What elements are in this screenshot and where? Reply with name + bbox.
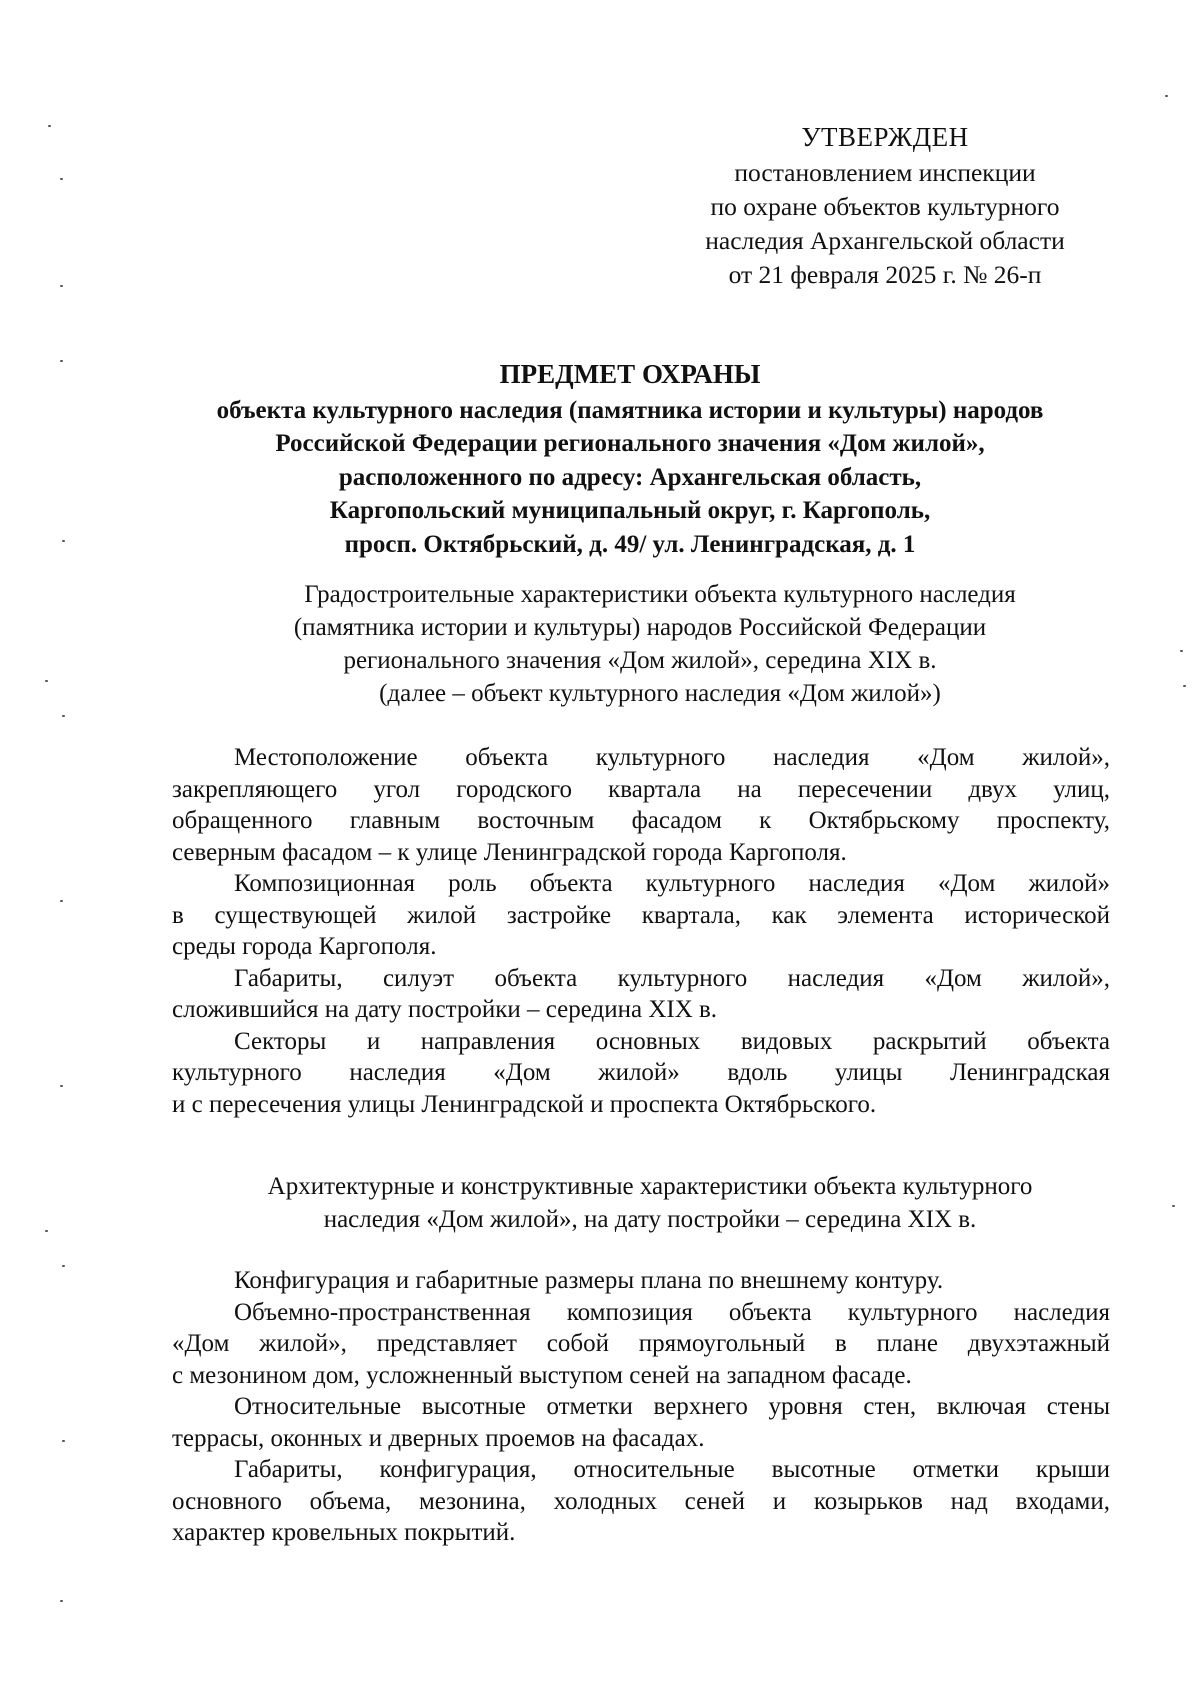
paragraph	[172, 868, 1110, 963]
section-line: Архитектурные и конструктивные характеристики объекта культурного	[267, 1173, 1033, 1200]
heading-line: Российской Федерации регионального значения «Дом жилой»,	[275, 430, 985, 457]
scan-speck	[62, 1440, 65, 1442]
paragraph	[172, 1297, 1110, 1392]
text-line: северным фасадом – к улице Ленинградской города Каргополя.	[172, 838, 847, 866]
text-line: среды города Каргополя.	[172, 933, 437, 960]
text-line: обращенного главным восточным фасадом к Октябрьскому проспекту,	[172, 807, 1110, 834]
text-line: в существующей жилой застройке квартала, как элемента исторической	[172, 901, 1110, 929]
text-line: Секторы и направления основных видовых раскрытий объекта	[234, 1027, 1110, 1055]
paragraph	[172, 1026, 1110, 1121]
section-line: наследия «Дом жилой», на дату постройки – середина XIX в.	[323, 1206, 977, 1233]
document-heading	[150, 358, 1110, 561]
text-line: характер кровельных покрытий.	[172, 1519, 516, 1546]
scan-speck	[1172, 1205, 1175, 1207]
section-line: Градостроительные характеристики объекта культурного наследия	[304, 581, 1016, 608]
scan-speck	[60, 178, 63, 180]
text-line: Объемно-пространственная композиция объекта культурного наследия	[234, 1298, 1110, 1326]
text-line: культурного наследия «Дом жилой» вдоль улицы Ленинградская	[172, 1059, 1110, 1086]
paragraph	[172, 1265, 1110, 1297]
text-line: основного объема, мезонина, холодных сеней и козырьков над входами,	[172, 1487, 1110, 1515]
scan-speck	[48, 125, 51, 127]
scan-speck	[45, 680, 48, 682]
text-line: закрепляющего угол городского квартала на пересечении двух улиц,	[172, 775, 1110, 803]
text-line: Конфигурация и габаритные размеры плана по внешнему контуру.	[234, 1267, 944, 1294]
scan-speck	[60, 900, 63, 902]
text-line: «Дом жилой», представляет собой прямоугольный в плане двухэтажный	[172, 1330, 1110, 1357]
approval-line: по охране объектов культурного	[710, 192, 1060, 221]
approval-title: УТВЕРЖДЕН	[801, 122, 969, 152]
approval-line: постановлением инспекции	[734, 158, 1036, 187]
paragraph	[172, 742, 1110, 868]
scan-speck	[1165, 95, 1168, 97]
scan-speck	[60, 360, 63, 362]
paragraph	[172, 1454, 1110, 1549]
heading-line: Каргопольский муниципальный округ, г. Каргополь,	[329, 497, 931, 524]
section-title-urban	[170, 578, 1110, 710]
text-line: сложившийся на дату постройки – середина XIX в.	[172, 996, 718, 1023]
scan-speck	[60, 1600, 63, 1602]
text-line: террасы, оконных и дверных проемов на фасадах.	[172, 1424, 705, 1452]
scan-speck	[62, 540, 65, 542]
paragraph	[172, 1391, 1110, 1454]
scan-speck	[60, 285, 63, 287]
section-title-architecture	[170, 1170, 1110, 1236]
heading-line: объекта культурного наследия (памятника истории и культуры) народов	[216, 396, 1044, 424]
scan-speck	[62, 1265, 65, 1267]
scan-speck	[62, 715, 65, 717]
text-line: с мезонином дом, усложненный выступом сеней на западном фасаде.	[172, 1361, 912, 1389]
text-line: Относительные высотные отметки верхнего уровня стен, включая стены	[234, 1393, 1110, 1420]
heading-line: расположенного по адресу: Архангельская область,	[338, 463, 922, 491]
text-line: Габариты, силуэт объекта культурного наследия «Дом жилой»,	[234, 964, 1110, 992]
scan-speck	[60, 1085, 63, 1087]
approval-line: от 21 февраля 2025 г. № 26-п	[728, 260, 1042, 289]
section-line: (памятника истории и культуры) народов Российской Федерации	[293, 614, 987, 641]
scan-speck	[1180, 650, 1183, 652]
text-line: Габариты, конфигурация, относительные высотные отметки крыши	[234, 1456, 1110, 1483]
approval-line: наследия Архангельской области	[705, 226, 1065, 255]
text-line: и с пересечения улицы Ленинградской и проспекта Октябрьского.	[172, 1090, 877, 1118]
document-title: ПРЕДМЕТ ОХРАНЫ	[499, 359, 761, 389]
section-line: регионального значения «Дом жилой», середина XIX в.	[343, 647, 937, 674]
section-line: (далее – объект культурного наследия «Дом жилой»)	[379, 680, 941, 707]
urban-characteristics-list	[172, 742, 1110, 1120]
architectural-characteristics-list	[172, 1265, 1110, 1549]
approval-block	[650, 120, 1120, 292]
scan-speck	[1183, 685, 1186, 687]
text-line: Местоположение объекта культурного наследия «Дом жилой»,	[234, 744, 1110, 771]
scan-speck	[45, 1230, 48, 1232]
heading-line: просп. Октябрьский, д. 49/ ул. Ленинградская, д. 1	[344, 530, 916, 558]
paragraph	[172, 963, 1110, 1026]
text-line: Композиционная роль объекта культурного наследия «Дом жилой»	[234, 870, 1110, 897]
